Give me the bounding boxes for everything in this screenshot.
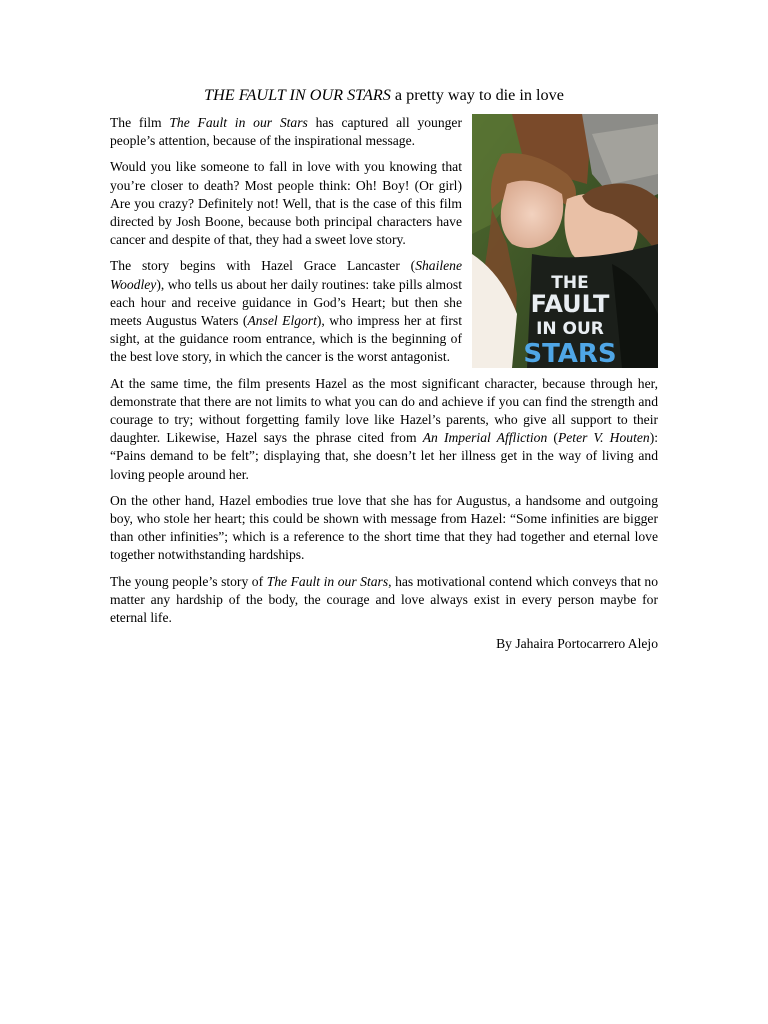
poster-title-line-4: STARS [523, 339, 617, 368]
article-title [110, 84, 658, 106]
p4-text-e: ): “Pains demand to be felt”; displaying that, she doesn’t let her illness get in the way of living and loving people around her. [110, 430, 658, 482]
p3-actress-name: Shailene Woodley [110, 258, 462, 292]
poster-title-line-1: THE [551, 273, 589, 293]
article [110, 84, 658, 653]
title-film-name: THE FAULT IN OUR STARS [204, 86, 391, 104]
p3-text-a: The story begins with Hazel Grace Lancaster ( [110, 258, 416, 274]
p1-film-title: The Fault in our Stars [169, 115, 308, 130]
p6-text-a: The young people’s story of [110, 573, 267, 589]
p4-book-title: An Imperial Affliction [422, 430, 548, 446]
p6-text-c: , has motivational contend which conveys that no matter any hardship of the body, the courage and love always exist in every person maybe for eternal life. [110, 573, 658, 626]
p3-text-e: ), who impress her at first sight, at the guidance room entrance, which is the beginning of the best love story, in which the cancer is the worst antagonist. [110, 313, 462, 365]
p3-text-c: ), who tells us about her daily routines: take pills almost each hour and receive guidance in God’s Heart; but then she meets Augustus Waters ( [110, 276, 462, 329]
poster-illustration [472, 114, 658, 368]
paragraph-6 [110, 573, 658, 628]
poster-title-line-3: IN OUR [536, 319, 604, 339]
p4-text-a: At the same time, the film presents Hazel as the most significant character, because through her, demonstrate that there are not limits to what you can do and achieve if you can find the strength and courage to try; without forgetting family love like Hazel’s parents, who give all support to their daughter. Likewise, Hazel says the phrase cited from [110, 375, 658, 446]
p4-author-name: Peter V. Houten [557, 430, 650, 446]
p6-film-title: The Fault in our Stars [266, 573, 389, 589]
paragraph-2: Would you like someone to fall in love with you knowing that you’re closer to death? Most people think: Oh! Boy! (Or girl) Are you crazy? Definitely not! Well, that is the case of this film directed by Josh Boone, because both principal characters have cancer and despite of that, they had a sweet love story. [110, 159, 462, 248]
p1-text-a: The film [110, 115, 170, 130]
p3-actor-name: Ansel Elgort [247, 313, 317, 329]
paragraph-4 [110, 375, 658, 484]
author-byline: By Jahaira Portocarrero Alejo [496, 636, 658, 652]
p1-text-c: has captured all younger people’s attention, because of the inspirational message. [110, 115, 462, 149]
title-tagline: a pretty way to die in love [390, 86, 564, 104]
paragraph-5: On the other hand, Hazel embodies true love that she has for Augustus, a handsome and outgoing boy, who stole her heart; this could be shown with message from Hazel: “Some infinities are bigger than other infinities”; which is a reference to the short time that they had together and eternal love together notwithstanding hardships. [110, 492, 658, 563]
poster-title-line-2: FAULT [530, 290, 610, 318]
movie-poster-image [472, 114, 658, 368]
p4-text-c: ( [547, 430, 558, 446]
